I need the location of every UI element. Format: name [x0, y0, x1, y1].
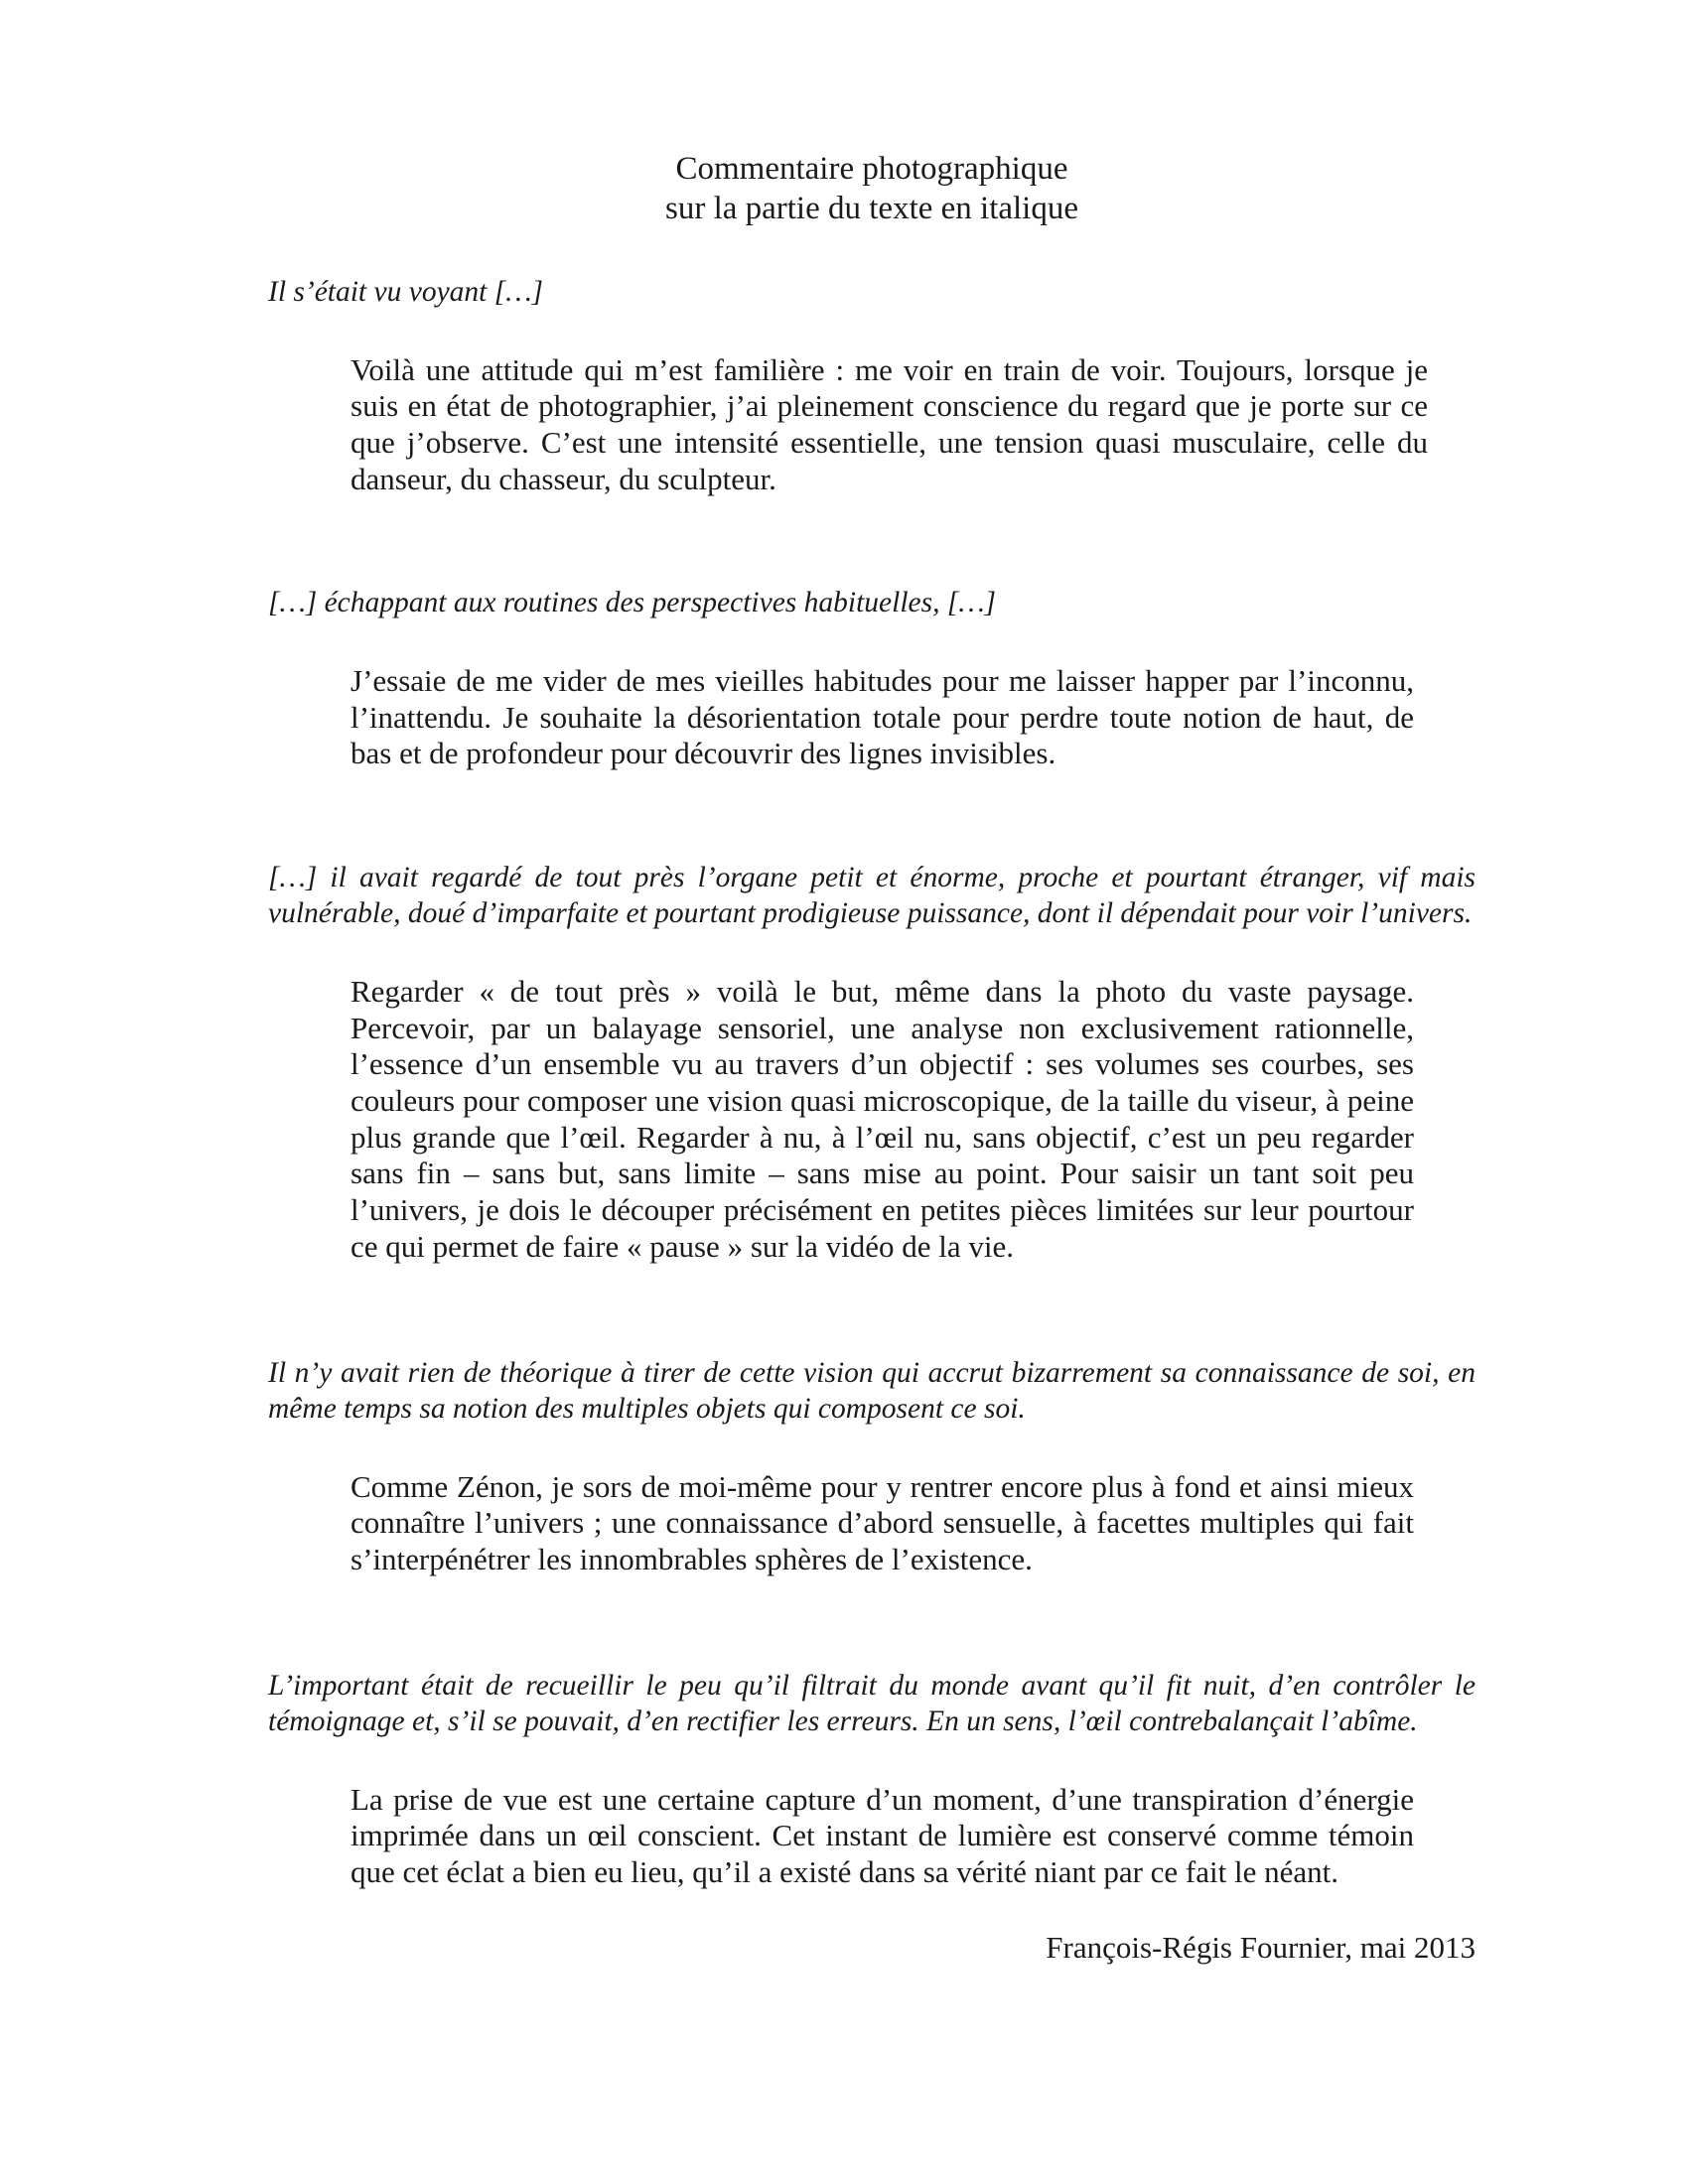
- document-page: [268, 149, 1476, 1967]
- title-line-2: sur la partie du texte en italique: [664, 191, 1078, 226]
- signature: François-Régis Fournier, mai 2013: [1046, 1929, 1476, 1965]
- quote-4: Il n’y avait rien de théorique à tirer de cette vision qui accrut bizarrement sa connaissance de soi, en même temps sa notion des multiples objets qui composent ce soi.: [268, 1356, 1476, 1426]
- quote-2: […] échappant aux routines des perspectives habituelles, […]: [268, 587, 997, 619]
- quote-3: […] il avait regardé de tout près l’organe petit et énorme, proche et pourtant étranger, vif mais vulnérable, doué d’imparfaite et pourtant prodigieuse puissance, dont il dépendait pour voir l’univers.: [268, 861, 1476, 930]
- comment-4: Comme Zénon, je sors de moi-même pour y rentrer encore plus à fond et ainsi mieux connaître l’univers ; une connaissance d’abord sensuelle, à facettes multiples qui fait s’interpénétrer les innombrables sphères de l’existence.: [351, 1468, 1414, 1576]
- page-title: [268, 149, 1476, 228]
- section-2: [268, 585, 1476, 772]
- quote-5: L’important était de recueillir le peu qu’il filtrait du monde avant qu’il fit nuit, d’en contrôler le témoignage et, s’il se pouvait, d’en rectifier les erreurs. En un sens, l’œil contrebalançait l’abîme.: [268, 1669, 1476, 1738]
- quote-1: Il s’était vu voyant […]: [268, 276, 543, 308]
- comment-2: J’essaie de me vider de mes vieilles habitudes pour me laisser happer par l’inconnu, l’inattendu. Je souhaite la désorientation totale pour perdre toute notion de haut, de bas et de profondeur pour découvrir des lignes invisibles.: [351, 662, 1414, 771]
- comment-5: La prise de vue est une certaine capture d’un moment, d’une transpiration d’énergie imprimée dans un œil conscient. Cet instant de lumière est conservé comme témoin que cet éclat a bien eu lieu, qu’il a existé dans sa vérité niant par ce fait le néant.: [351, 1781, 1414, 1890]
- section-1: [268, 274, 1476, 497]
- section-3: [268, 860, 1476, 1266]
- comment-1: Voilà une attitude qui m’est familière : me voir en train de voir. Toujours, lorsque je suis en état de photographier, j’ai pleinement conscience du regard que je porte sur ce que j’observe. C’est une intensité essentielle, une tension quasi musculaire, celle du danseur, du chasseur, du sculpteur.: [351, 351, 1428, 496]
- section-5: [268, 1668, 1476, 1891]
- title-line-1: Commentaire photographique: [675, 151, 1068, 187]
- comment-3: Regarder « de tout près » voilà le but, même dans la photo du vaste paysage. Percevoir, par un balayage sensoriel, une analyse non exclusivement rationnelle, l’essence d’un ensemble vu au travers d’un objectif : ses volumes ses courbes, ses couleurs pour composer une vision quasi microscopique, de la taille du viseur, à peine plus grande que l’œil. Regarder à nu, à l’œil nu, sans objectif, c’est un peu regarder sans fin – sans but, sans limite – sans mise au point. Pour saisir un tant soit peu l’univers, je dois le découper précisément en petites pièces limitées sur leur pourtour ce qui permet de faire « pause » sur la vidéo de la vie.: [351, 973, 1414, 1264]
- section-4: [268, 1355, 1476, 1578]
